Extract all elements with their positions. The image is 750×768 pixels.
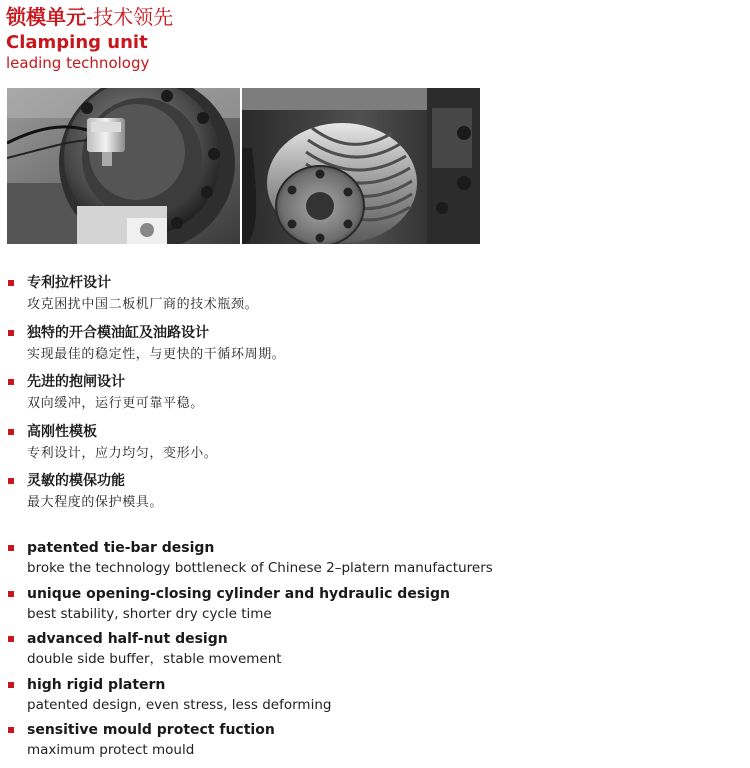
- feature-desc: 最大程度的保护模具。: [27, 495, 164, 510]
- list-item: [8, 675, 493, 721]
- feature-desc: 专利设计，应力均匀，变形小。: [27, 445, 218, 461]
- clamping-sensor-photo: [7, 88, 240, 244]
- header: [6, 4, 173, 73]
- list-item: [8, 720, 493, 766]
- feature-heading: sensitive mould protect fuction: [27, 722, 275, 739]
- list-item: [8, 629, 493, 675]
- photo-strip: [7, 88, 480, 244]
- bullet-square-icon: [8, 330, 14, 336]
- bullet-square-icon: [8, 682, 14, 688]
- bullet-square-icon: [8, 478, 14, 484]
- features-en-list: [8, 538, 493, 766]
- feature-desc: broke the technology bottleneck of Chinese 2–platern manufacturers: [27, 560, 493, 576]
- page-title-cn: [6, 4, 173, 30]
- feature-desc: double side buffer，stable movement: [27, 651, 282, 668]
- list-item: [8, 470, 285, 520]
- feature-heading: high rigid platern: [27, 676, 166, 693]
- bullet-square-icon: [8, 379, 14, 385]
- bullet-square-icon: [8, 636, 14, 642]
- page-subtitle-en: leading technology: [6, 54, 150, 72]
- feature-desc: 双向缓冲，运行更可靠平稳。: [27, 396, 204, 411]
- bullet-square-icon: [8, 280, 14, 286]
- bullet-square-icon: [8, 429, 14, 435]
- feature-heading: advanced half-nut design: [27, 631, 228, 648]
- list-item: [8, 371, 285, 421]
- title-cn-rest: -技术领先: [86, 5, 174, 29]
- tie-bar-photo: [242, 88, 480, 244]
- feature-heading: 高刚性模板: [27, 423, 97, 440]
- feature-desc: maximum protect mould: [27, 742, 195, 759]
- title-cn-strong: 锁模单元: [6, 5, 86, 29]
- page-title-en: Clamping unit: [6, 32, 148, 53]
- bullet-square-icon: [8, 545, 14, 551]
- feature-heading: 先进的抱闸设计: [27, 374, 125, 390]
- feature-heading: 独特的开合模油缸及油路设计: [27, 324, 209, 341]
- feature-heading: patented tie-bar design: [27, 540, 215, 556]
- feature-desc: patented design, even stress, less deforming: [27, 696, 332, 713]
- bullet-square-icon: [8, 591, 14, 597]
- list-item: [8, 584, 493, 630]
- list-item: [8, 538, 493, 584]
- bullet-square-icon: [8, 727, 14, 733]
- feature-desc: 实现最佳的稳定性，与更快的干循环周期。: [27, 346, 286, 362]
- features-cn-list: [8, 272, 285, 520]
- list-item: [8, 322, 285, 372]
- list-item: [8, 421, 285, 471]
- feature-heading: 专利拉杆设计: [27, 275, 111, 291]
- feature-desc: 攻克困扰中国二板机厂商的技术瓶颈。: [27, 297, 259, 312]
- feature-heading: 灵敏的模保功能: [27, 473, 125, 489]
- feature-desc: best stability, shorter dry cycle time: [27, 605, 272, 622]
- list-item: [8, 272, 285, 322]
- feature-heading: unique opening-closing cylinder and hydraulic design: [27, 585, 450, 602]
